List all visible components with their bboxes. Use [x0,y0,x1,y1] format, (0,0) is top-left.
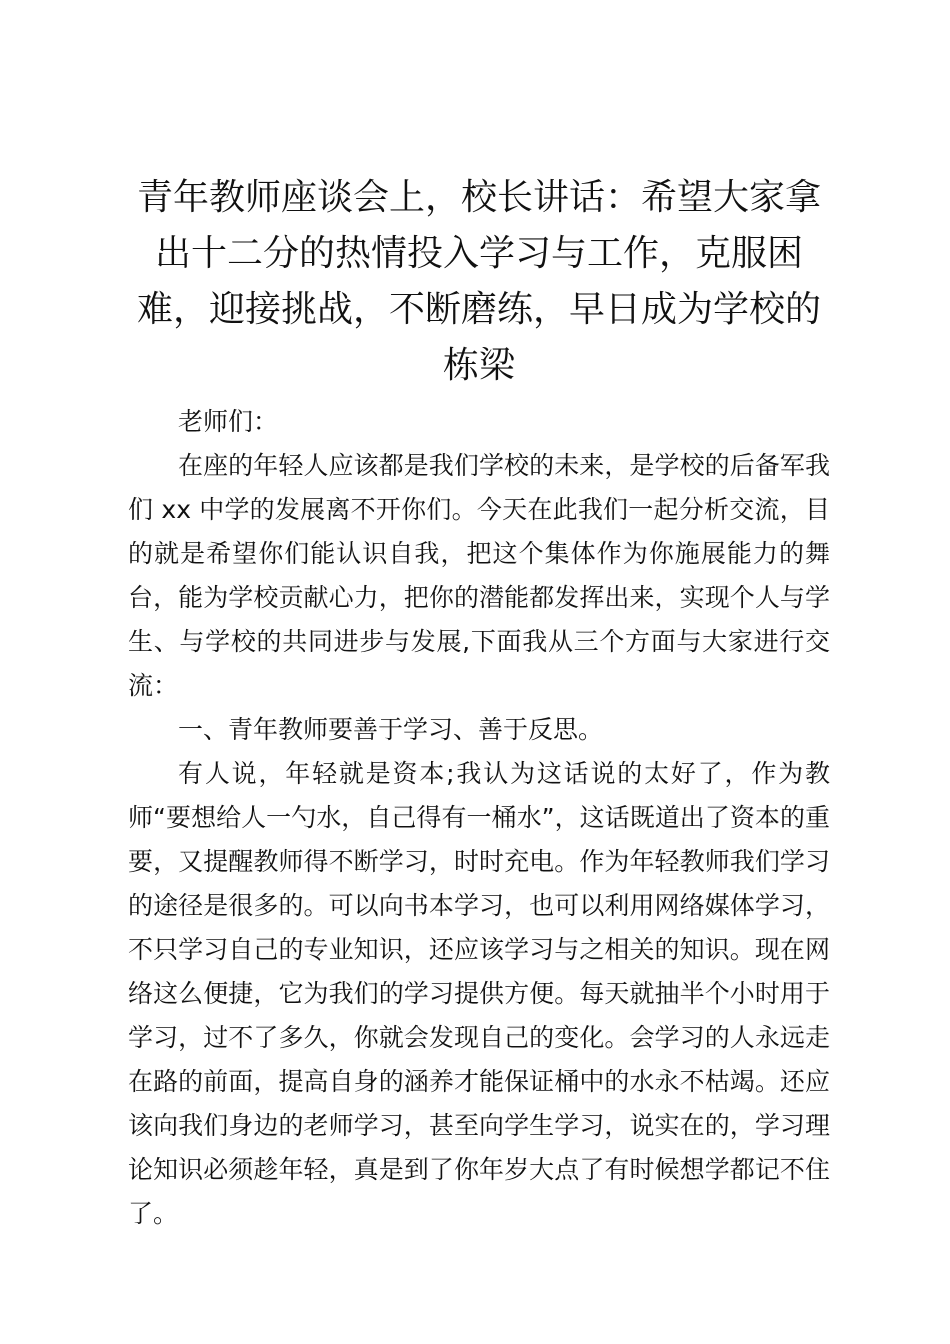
document-page [128,170,830,1236]
salutation: 老师们： [178,407,279,436]
document-title: 青年教师座谈会上，校长讲话：希望大家拿出十二分的热情投入学习与工作，克服困难，迎接挑战，不断磨练，早日成为学校的栋梁 [136,177,821,386]
paragraph-intro: 在座的年轻人应该都是我们学校的未来，是学校的后备军我们 xx 中学的发展离不开你们。今天在此我们一起分析交流，目的就是希望你们能认识自我，把这个集体作为你施展能力的舞台，能为学校贡献心力，把你的潜能都发挥出来，实现个人与学生、与学校的共同进步与发展,下面我从三个方面与大家进行交流： [128,451,830,700]
section-heading-1: 一、青年教师要善于学习、善于反思。 [178,715,604,744]
paragraph-learning: 有人说，年轻就是资本;我认为这话说的太好了，作为教师“要想给人一勺水，自己得有一桶水”，这话既道出了资本的重要，又提醒教师得不断学习，时时充电。作为年轻教师我们学习的途径是很多的。可以向书本学习，也可以利用网络媒体学习，不只学习自己的专业知识，还应该学习与之相关的知识。现在网络这么便捷，它为我们的学习提供方便。每天就抽半个小时用于学习，过不了多久，你就会发现自己的变化。会学习的人永远走在路的前面，提高自身的涵养才能保证桶中的水永不枯竭。还应该向我们身边的老师学习，甚至向学生学习，说实在的，学习理论知识必须趁年轻，真是到了你年岁大点了有时候想学都记不住了。 [128,759,830,1228]
